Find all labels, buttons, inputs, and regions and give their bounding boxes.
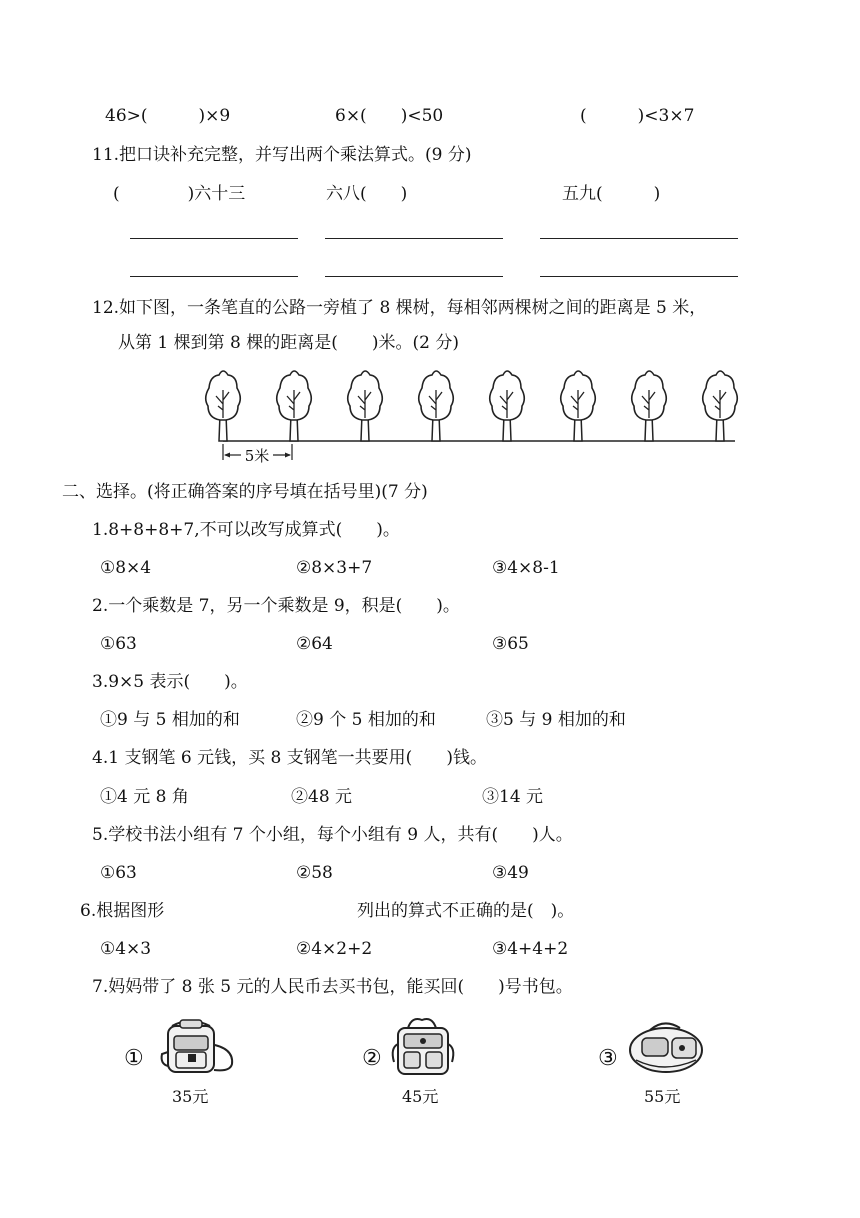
answer-line[interactable] [325, 238, 503, 239]
answer-line[interactable] [325, 276, 503, 277]
tree-icon [348, 371, 383, 441]
tree-icon [206, 371, 241, 441]
answer-line[interactable] [540, 238, 738, 239]
s2-q6-opt3[interactable]: ③4+4+2 [492, 939, 569, 959]
distance-label: 5米 [244, 447, 270, 465]
tree-icon [419, 371, 454, 441]
q10-item-2: 6×( )<50 [335, 106, 444, 126]
bag-3-price: 55元 [644, 1087, 681, 1106]
q12-line1: 12.如下图，一条笔直的公路一旁植了 8 棵树，每相邻两棵树之间的距离是 5 米， [92, 298, 707, 318]
s2-q6-opt2[interactable]: ②4×2+2 [296, 939, 373, 959]
s2-q2-opt1[interactable]: ①63 [100, 634, 137, 654]
section2-title: 二、选择。(将正确答案的序号填在括号里)(7 分) [62, 482, 428, 502]
s2-q6-part2: 列出的算式不正确的是( )。 [357, 901, 575, 921]
bag-1-price: 35元 [172, 1087, 209, 1106]
s2-q4-opt2[interactable]: ②48 元 [291, 787, 353, 807]
s2-q5-opt1[interactable]: ①63 [100, 863, 137, 883]
q10-item-1: 46>( )×9 [105, 106, 231, 126]
s2-q5-opt2[interactable]: ②58 [296, 863, 333, 883]
answer-line[interactable] [130, 276, 298, 277]
s2-q4-opt3[interactable]: ③14 元 [482, 787, 544, 807]
tree-icon [277, 371, 312, 441]
s2-q5-opt3[interactable]: ③49 [492, 863, 529, 883]
tree-icon [632, 371, 667, 441]
q11-item-3: 五九( ) [562, 184, 661, 204]
backpack-3-icon[interactable] [624, 1016, 706, 1076]
s2-q3: 3.9×5 表示( )。 [92, 672, 248, 692]
bag-2-price: 45元 [402, 1087, 439, 1106]
q10-item-3: ( )<3×7 [580, 106, 695, 126]
tree-icon [561, 371, 596, 441]
s2-q2-opt2[interactable]: ②64 [296, 634, 333, 654]
backpack-2-icon[interactable] [388, 1014, 458, 1080]
bag-3-mark: ③ [598, 1046, 618, 1071]
tree-road-figure [195, 368, 755, 468]
q11-item-1: ( )六十三 [113, 184, 246, 204]
answer-line[interactable] [130, 238, 298, 239]
tree-icon [490, 371, 525, 441]
s2-q1-opt2[interactable]: ②8×3+7 [296, 558, 373, 578]
bag-1-mark: ① [124, 1046, 144, 1071]
s2-q3-opt1[interactable]: ①9 与 5 相加的和 [100, 710, 240, 730]
q12-line2: 从第 1 棵到第 8 棵的距离是( )米。(2 分) [118, 333, 459, 353]
s2-q7: 7.妈妈带了 8 张 5 元的人民币去买书包，能买回( )号书包。 [92, 977, 573, 997]
s2-q2-opt3[interactable]: ③65 [492, 634, 529, 654]
s2-q1: 1.8+8+8+7,不可以改写成算式( )。 [92, 520, 400, 540]
q11-title: 11.把口诀补充完整，并写出两个乘法算式。(9 分) [92, 145, 472, 165]
s2-q4-opt1[interactable]: ①4 元 8 角 [100, 787, 189, 807]
s2-q2: 2.一个乘数是 7，另一个乘数是 9，积是( )。 [92, 596, 460, 616]
answer-line[interactable] [540, 276, 738, 277]
s2-q5: 5.学校书法小组有 7 个小组，每个小组有 9 人，共有( )人。 [92, 825, 573, 845]
s2-q4: 4.1 支钢笔 6 元钱，买 8 支钢笔一共要用( )钱。 [92, 748, 487, 768]
s2-q1-opt1[interactable]: ①8×4 [100, 558, 152, 578]
bag-2-mark: ② [362, 1046, 382, 1071]
q11-item-2: 六八( ) [326, 184, 408, 204]
s2-q3-opt3[interactable]: ③5 与 9 相加的和 [486, 710, 626, 730]
s2-q6-opt1[interactable]: ①4×3 [100, 939, 152, 959]
s2-q1-opt3[interactable]: ③4×8-1 [492, 558, 560, 578]
s2-q3-opt2[interactable]: ②9 个 5 相加的和 [296, 710, 436, 730]
s2-q6-part1: 6.根据图形 [80, 901, 165, 921]
backpack-1-icon[interactable] [150, 1014, 240, 1079]
tree-icon [703, 371, 738, 441]
